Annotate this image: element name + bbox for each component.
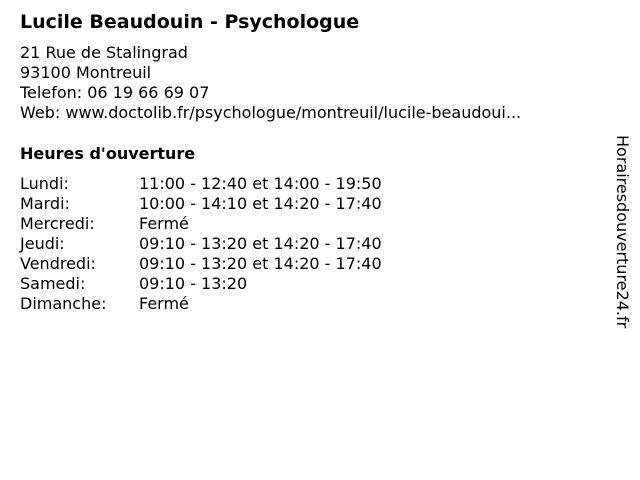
hours-row-wednesday [20, 214, 440, 234]
page-title: Lucile Beaudouin - Psychologue [20, 11, 360, 33]
address-city: 93100 Montreuil [20, 63, 152, 82]
time-value: Fermé [139, 214, 189, 233]
hours-row-sunday [20, 294, 440, 314]
hours-row-thursday [20, 234, 440, 254]
time-value: 09:10 - 13:20 et 14:20 - 17:40 [139, 234, 382, 253]
time-value: Fermé [139, 294, 189, 313]
day-label: Lundi: [20, 174, 69, 193]
hours-row-tuesday [20, 194, 440, 214]
opening-hours-heading: Heures d'ouverture [20, 144, 196, 163]
day-label: Vendredi: [20, 254, 96, 273]
hours-row-friday [20, 254, 440, 274]
time-value: 11:00 - 12:40 et 14:00 - 19:50 [139, 174, 382, 193]
address-street: 21 Rue de Stalingrad [20, 43, 188, 62]
day-label: Mercredi: [20, 214, 95, 233]
time-value: 10:00 - 14:10 et 14:20 - 17:40 [139, 194, 382, 213]
time-value: 09:10 - 13:20 et 14:20 - 17:40 [139, 254, 382, 273]
day-label: Jeudi: [20, 234, 65, 253]
website-link[interactable]: Web: www.doctolib.fr/psychologue/montreuil/lucile-beaudoui... [20, 103, 522, 122]
day-label: Samedi: [20, 274, 86, 293]
address-block [20, 43, 521, 123]
opening-hours-table [20, 174, 440, 314]
phone-number: Telefon: 06 19 66 69 07 [20, 83, 210, 102]
day-label: Mardi: [20, 194, 70, 213]
site-watermark: Horairesdouverture24.fr [613, 135, 632, 329]
hours-row-saturday [20, 274, 440, 294]
time-value: 09:10 - 13:20 [139, 274, 248, 293]
hours-row-monday [20, 174, 440, 194]
day-label: Dimanche: [20, 294, 107, 313]
